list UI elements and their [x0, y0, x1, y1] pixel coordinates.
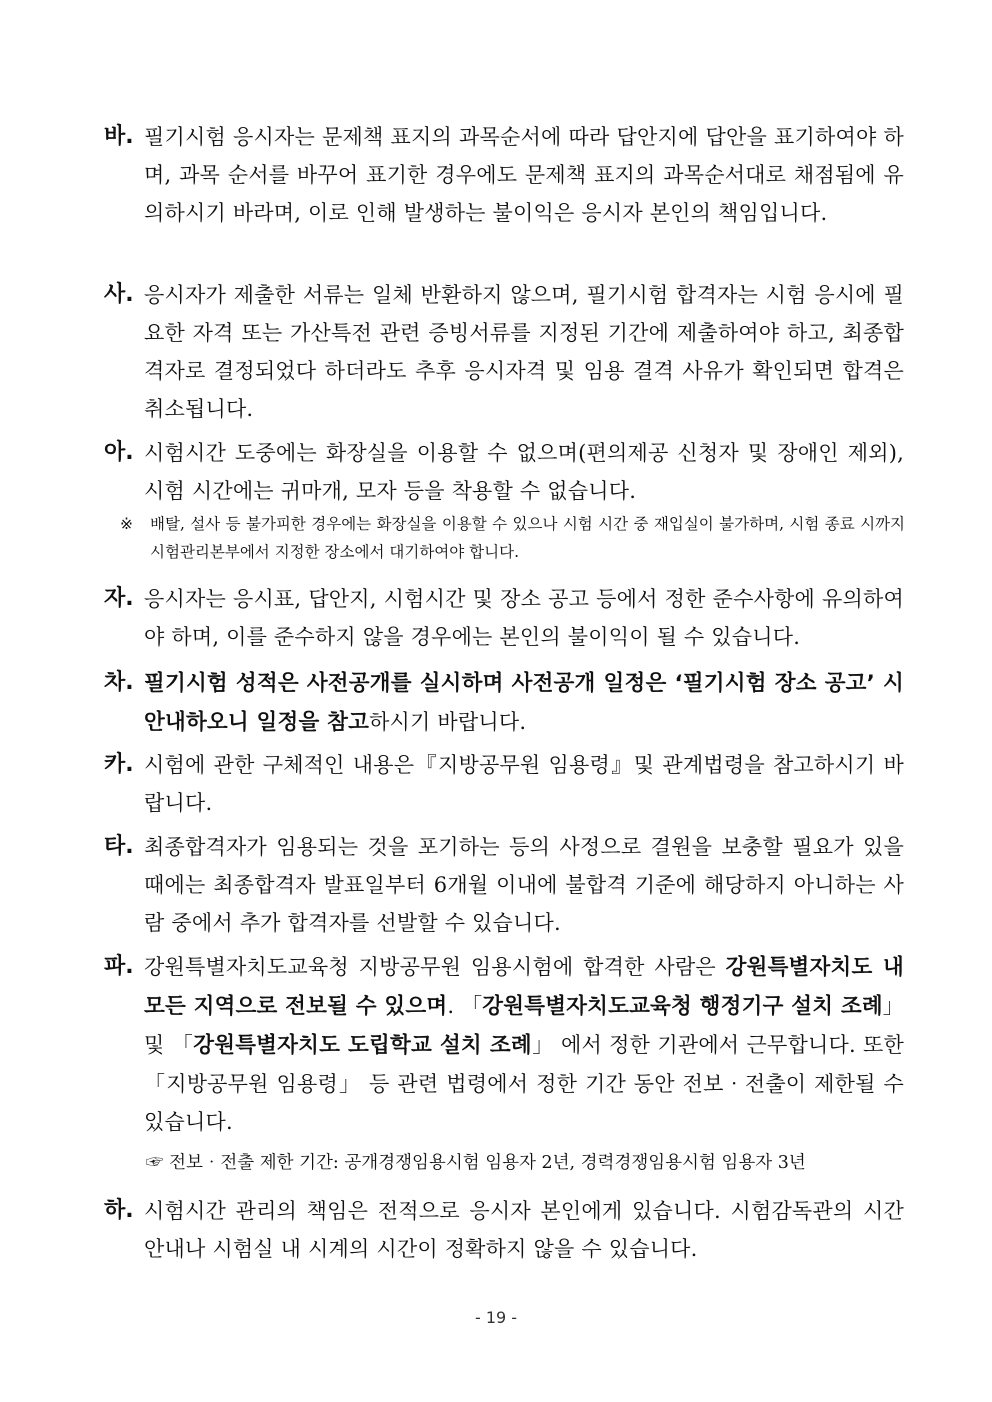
plain-text: 강원특별자치도교육청 지방공무원 임용시험에 합격한 사람은: [144, 955, 726, 979]
list-item-sa: [104, 276, 904, 428]
item-marker: 사.: [104, 282, 134, 307]
list-item-ta: [104, 828, 904, 942]
plain-text: . 「: [447, 994, 483, 1018]
item-marker: 파.: [104, 954, 134, 979]
list-item-cha: [104, 664, 904, 742]
emphasis-text: 강원특별자치도 도립학교 설치 조례: [193, 1033, 532, 1058]
item-marker: 자.: [104, 586, 134, 611]
item-marker: 차.: [104, 670, 134, 695]
list-item-ka: [104, 746, 904, 822]
plain-text: 」 에서 정한 기관에서 근무합니다. 또한 「지방공무원 임용령」 등 관련 법령에서 정한 기간 동안 전보‧전출이 제한될 수 있습니다.: [144, 1033, 905, 1134]
plain-text: 하시기 바랍니다.: [369, 710, 527, 734]
item-marker: 아.: [104, 440, 134, 465]
item-marker: 타.: [104, 834, 134, 859]
item-text: 시험시간 도중에는 화장실을 이용할 수 없으며(편의제공 신청자 및 장애인 제외), 시험 시간에는 귀마개, 모자 등을 착용할 수 없습니다.: [144, 441, 904, 503]
emphasis-text: 강원특별자치도교육청 행정기구 설치 조례: [482, 994, 883, 1019]
item-text: [144, 664, 904, 742]
item-text: 필기시험 응시자는 문제책 표지의 과목순서에 따라 답안지에 답안을 표기하여야 하며, 과목 순서를 바꾸어 표기한 경우에도 문제책 표지의 과목순서대로 채점됨에 유의하시기 바라며, 이로 인해 발생하는 불이익은 응시자 본인의 책임입니다.: [144, 125, 904, 225]
reference-mark-icon: ※: [120, 515, 133, 533]
footnote: [120, 510, 905, 566]
item-marker: 카.: [104, 752, 134, 777]
item-text: 응시자는 응시표, 답안지, 시험시간 및 장소 공고 등에서 정한 준수사항에 유의하여야 하며, 이를 준수하지 않을 경우에는 본인의 불이익이 될 수 있습니다.: [144, 587, 904, 649]
list-item-a: [104, 434, 904, 510]
item-text: 응시자가 제출한 서류는 일체 반환하지 않으며, 필기시험 합격자는 시험 응시에 필요한 자격 또는 가산특전 관련 증빙서류를 지정된 기간에 제출하여야 하고, 최종합격자로 결정되었다 하더라도 추후 응시자격 및 임용 결격 사유가 확인되면 합격은 취소됩니다.: [144, 283, 904, 421]
pointer-note: ☞ 전보‧전출 제한 기간: 공개경쟁임용시험 임용자 2년, 경력경쟁임용시험 임용자 3년: [146, 1153, 806, 1173]
item-marker: 하.: [104, 1198, 134, 1223]
item-text: 시험에 관한 구체적인 내용은『지방공무원 임용령』및 관계법령을 참고하시기 바랍니다.: [144, 753, 904, 815]
item-text: [144, 948, 904, 1141]
item-text: 최종합격자가 임용되는 것을 포기하는 등의 사정으로 결원을 보충할 필요가 있을 때에는 최종합격자 발표일부터 6개월 이내에 불합격 기준에 해당하지 아니하는 사람 중에서 추가 합격자를 선발할 수 있습니다.: [144, 835, 904, 935]
list-item-ba: [104, 118, 904, 232]
plain-text: 」 및 「: [144, 994, 904, 1057]
emphasis-text: 강원특별자치도 내 모든 지역으로 전보될 수 있으며: [144, 955, 904, 1019]
list-item-ja: [104, 580, 904, 656]
page-number: - 19 -: [474, 1308, 518, 1327]
list-item-pa: [104, 948, 904, 1141]
item-marker: 바.: [104, 124, 134, 149]
item-text: 시험시간 관리의 책임은 전적으로 응시자 본인에게 있습니다. 시험감독관의 시간 안내나 시험실 내 시계의 시간이 정확하지 않을 수 있습니다.: [144, 1199, 904, 1261]
footnote-text: 배탈, 설사 등 불가피한 경우에는 화장실을 이용할 수 있으나 시험 시간 중 재입실이 불가하며, 시험 종료 시까지 시험관리본부에서 지정한 장소에서 대기하여야 합니다.: [150, 515, 905, 561]
list-item-ha: [104, 1192, 904, 1268]
emphasis-text: 필기시험 성적은 사전공개를 실시하며 사전공개 일정은 ‘필기시험 장소 공고’ 시 안내하오니 일정을 참고: [144, 671, 904, 735]
